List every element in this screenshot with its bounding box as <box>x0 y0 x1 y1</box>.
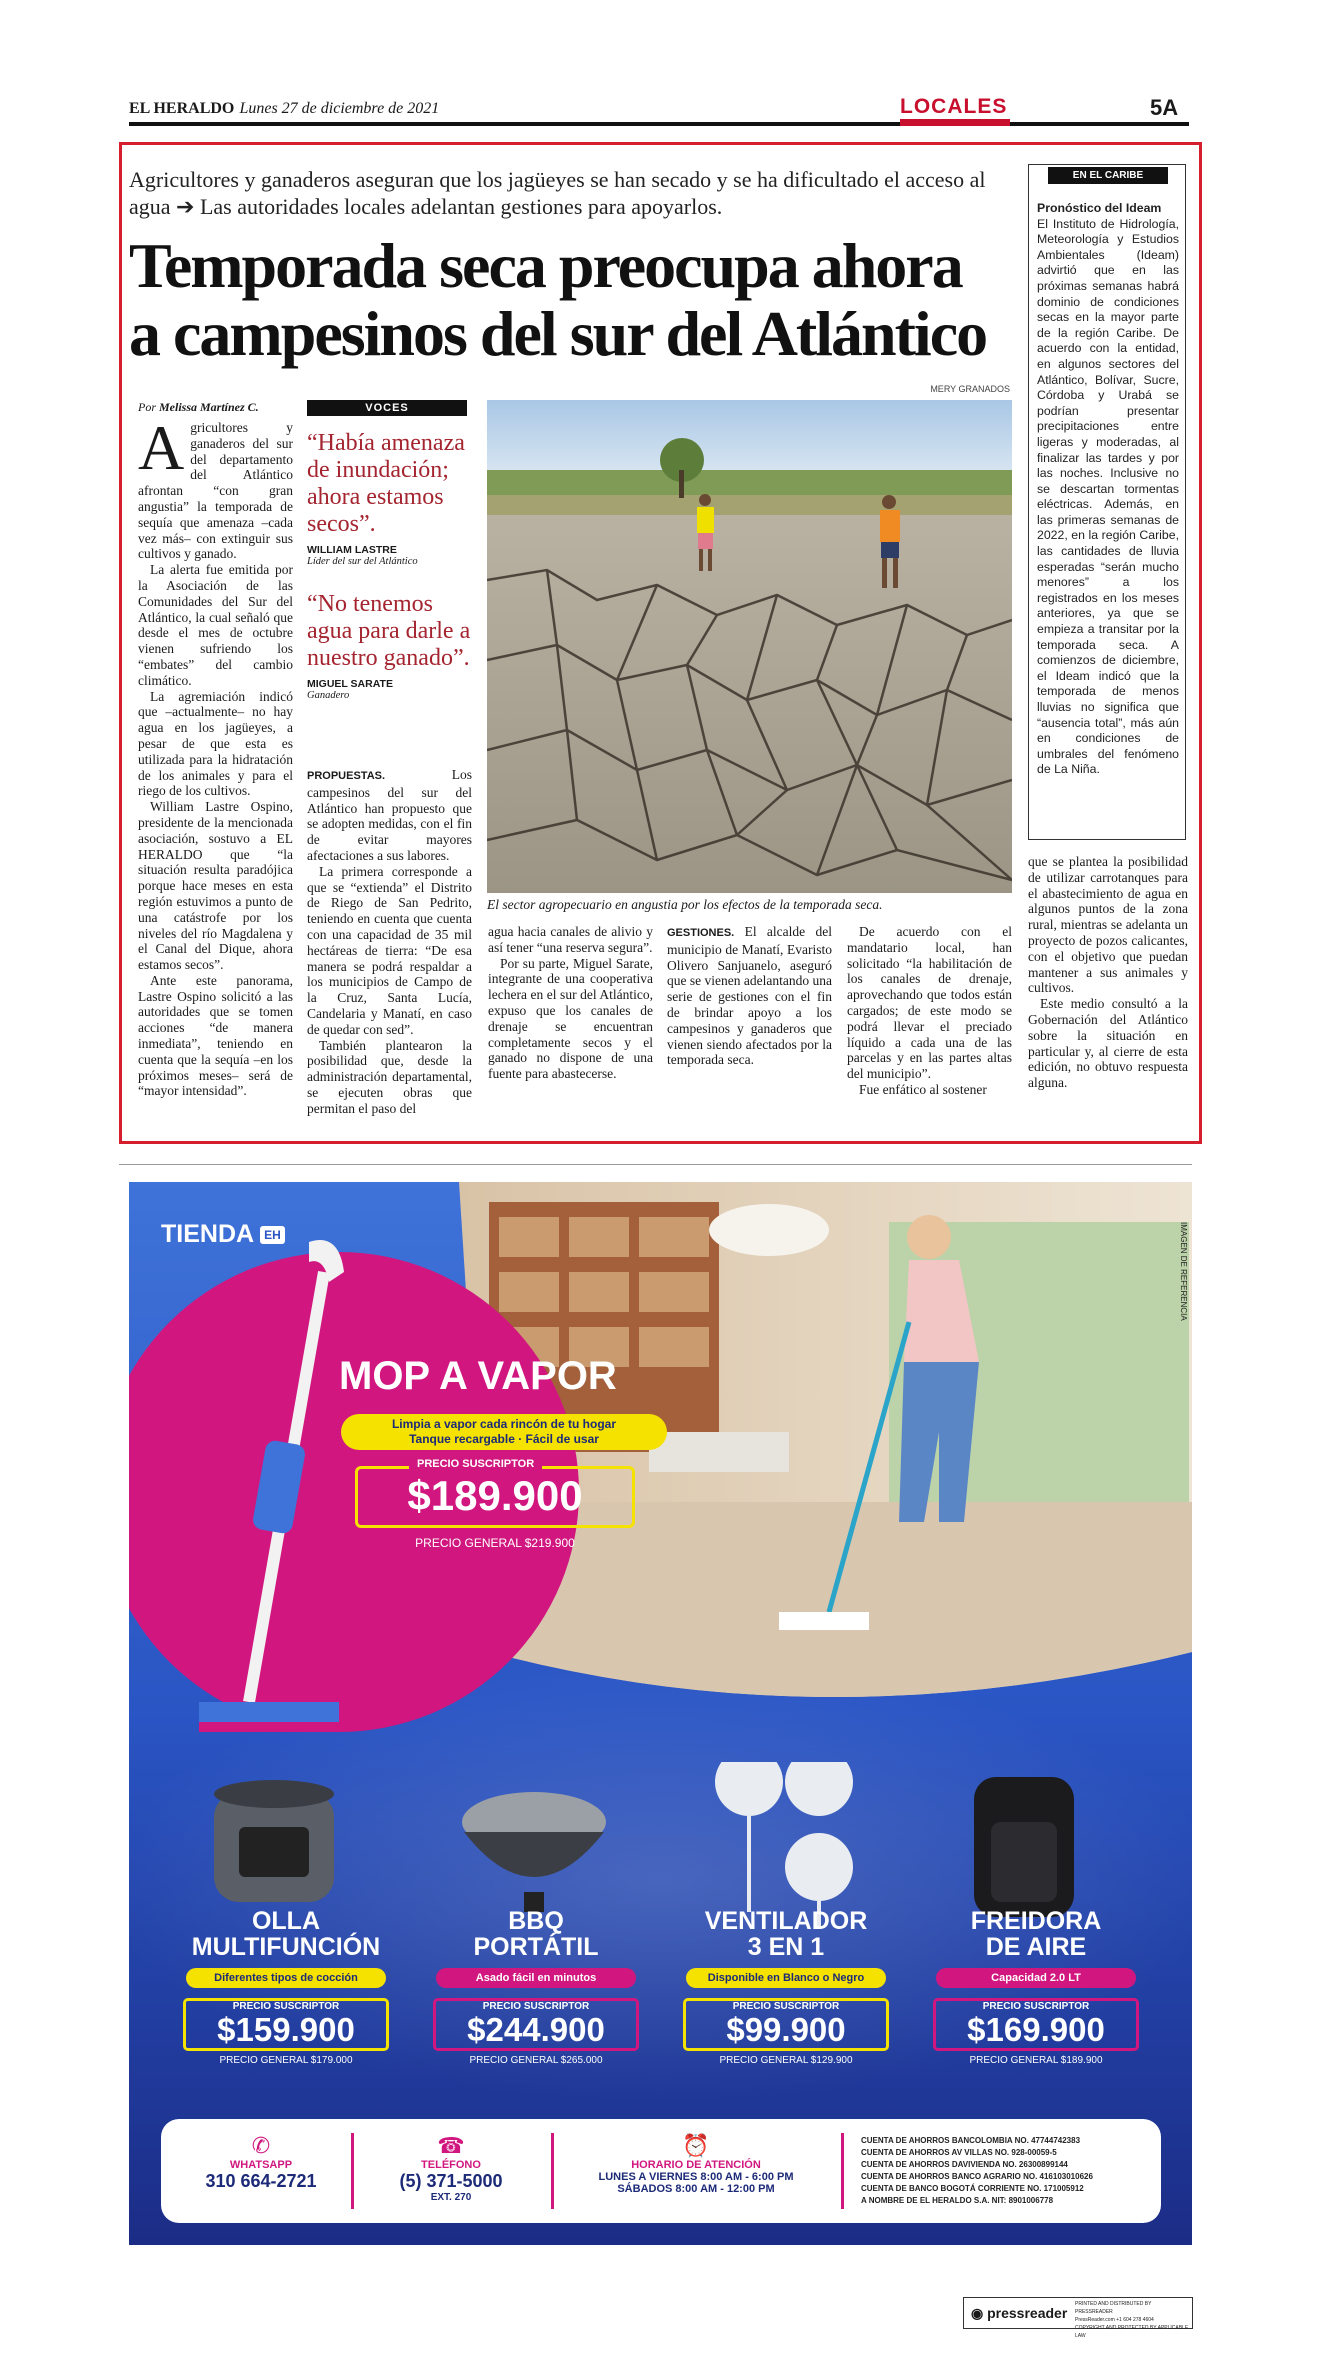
general-price: PRECIO GENERAL $265.000 <box>469 2055 603 2066</box>
hours-label: HORARIO DE ATENCIÓN <box>631 2159 761 2171</box>
pr-note: COPYRIGHT AND PROTECTED BY APPLICABLE LAW <box>1075 2325 1189 2339</box>
hours-saturday: SÁBADOS 8:00 AM - 12:00 PM <box>617 2183 775 2195</box>
contact-bar <box>161 2119 1161 2223</box>
product-name: 3 EN 1 <box>747 1933 825 1961</box>
product-card <box>661 1908 911 2066</box>
product-tag: Capacidad 2.0 LT <box>936 1968 1136 1988</box>
divider <box>551 2133 554 2209</box>
paragraph: Fue enfático al sostener <box>859 1081 987 1097</box>
whatsapp-label: WHATSAPP <box>229 2159 293 2171</box>
pressreader-notes <box>1075 2300 1190 2340</box>
quote-1-author: WILLIAM LASTRE <box>307 544 397 556</box>
bank-account: CUENTA DE AHORROS BANCOLOMBIA NO. 47744742383 <box>861 2136 1081 2145</box>
product-tag: Asado fácil en minutos <box>436 1968 636 1988</box>
store-badge-icon: EH <box>260 1226 285 1244</box>
product-price: $244.900 <box>467 2011 605 2048</box>
voices-label: VOCES <box>307 400 467 416</box>
divider <box>841 2133 844 2209</box>
headline <box>129 232 1009 368</box>
bank-accounts <box>861 2135 1151 2207</box>
sidebar-tag: EN EL CARIBE <box>1048 167 1168 184</box>
paragraph <box>667 924 832 1068</box>
sidebar-content <box>1037 201 1179 778</box>
product-name: PORTÁTIL <box>473 1933 599 1961</box>
paper-name: EL HERALDO <box>129 100 235 117</box>
bank-account: A NOMBRE DE EL HERALDO S.A. NIT: 8901006778 <box>861 2196 1054 2205</box>
drop-cap: A <box>138 412 185 483</box>
masthead <box>129 98 439 118</box>
rice-cooker-icon <box>214 1780 334 1902</box>
sidebar-body: El Instituto de Hidrología, Meteorología y Estudios Ambientales (Ideam) advirtió que en las próximas semanas habrá dominio de condiciones secas en la mayor parte de la región Caribe. De acuerdo con la entidad, en algunos sectores del Atlántico, Bolívar, Sucre, Córdoba y Urabá se podrían presentar precipitaciones entre ligeras y moderadas, al finalizar las tardes y por las noches. Inclusive no se descartan tormentas eléctricas. Además, en las primeras semanas de 2022, en la región Caribe, las cantidades de lluvia esperadas “serán mucho menores” a los registrados en los meses anteriores, ya que se empieza a transitar por la temporada seca. A comienzos de diciembre, el Ideam indicó que la temporada de menos lluvias no significa que “ausencia total”, más aún en condiciones de umbrales del fenómeno de La Niña. <box>1037 216 1179 777</box>
sidebar-title: Pronóstico del Ideam <box>1037 201 1162 215</box>
general-price: PRECIO GENERAL $129.900 <box>719 2055 853 2066</box>
paragraph: La primera corresponde a que se “extienda” el Distrito de Riego de San Pedrito, teniendo en cuenta que cuenta con una capacidad de 35 mil hectáreas de tierra: “De esa manera se podrá respaldar a los municipios de Campo de la Cruz, Santa Lucía, Candelaria y Manatí, en caso de quedar con sed”. <box>307 863 472 1037</box>
price-label: PRECIO SUSCRIPTOR <box>732 2001 840 2012</box>
paragraph-text: Los campesinos del sur del Atlántico han propuesto que se adopten medidas, con el fin de evitar mayores afectaciones a sus labores. <box>307 767 472 863</box>
product-price: $159.900 <box>217 2011 355 2048</box>
product-card <box>161 1908 411 2066</box>
divider <box>351 2133 354 2209</box>
product-card <box>911 1908 1161 2066</box>
article-column-5 <box>847 924 1012 1098</box>
product-price: $169.900 <box>967 2011 1105 2048</box>
product-grid <box>161 1908 1161 2068</box>
quote-1: “Había amenaza de inundación; ahora estamos secos”. <box>307 430 465 537</box>
quote-2: “No tenemos agua para darle a nuestro ganado”. <box>307 591 471 671</box>
ad-artwork <box>129 1182 1192 2245</box>
headline-line-1: Temporada seca preocupa ahora <box>129 230 962 301</box>
hero-feature: Tanque recargable · Fácil de usar <box>409 1432 599 1446</box>
whatsapp-icon: ✆ <box>251 2133 271 2158</box>
bank-account: CUENTA DE BANCO BOGOTÁ CORRIENTE NO. 171005912 <box>861 2184 1084 2193</box>
bank-account: CUENTA DE AHORROS AV VILLAS NO. 928-00059-5 <box>861 2148 1057 2157</box>
paragraph: que se plantea la posibilidad de utilizar carrotanques para el abastecimiento de agua en algunos puntos de la zona rural, mientras se adelanta un proyecto de pozos calicantes, con el objetivo que puedan mantener a sus animales y cultivos. <box>1028 854 1188 996</box>
article-column-3 <box>488 924 653 1082</box>
hours-block <box>571 2133 821 2195</box>
quote-2-role: Ganadero <box>307 690 350 701</box>
general-price: PRECIO GENERAL $189.900 <box>969 2055 1103 2066</box>
whatsapp-block <box>191 2133 331 2192</box>
pressreader-label: pressreader <box>987 2305 1068 2321</box>
general-price: PRECIO GENERAL $179.000 <box>219 2055 353 2066</box>
fan-icon <box>715 1762 853 1927</box>
product-name: MULTIFUNCIÓN <box>191 1933 381 1961</box>
pressreader-logo <box>971 2305 1067 2322</box>
paragraph: agua hacia canales de alivio y así tener “una reserva segura”. <box>488 924 653 955</box>
kicker-tail: Las autoridades locales adelantan gestiones para apoyarlos. <box>199 194 723 219</box>
quote-1-role: Líder del sur del Atlántico <box>307 556 418 567</box>
paragraph: Ante este panorama, Lastre Ospino solicitó a las autoridades que se tomen acciones “de manera inmediata”, teniendo en cuenta que la sequía –en los próximos meses– será de “mayor intensidad”. <box>138 972 293 1099</box>
article-column-6 <box>1028 854 1188 1091</box>
dry-field-photo <box>487 400 1012 893</box>
product-name: FREIDORA <box>970 1907 1102 1935</box>
bbq-grill-icon <box>462 1792 606 1912</box>
hero-title: MOP A VAPOR <box>339 1354 617 1398</box>
price-label: PRECIO SUSCRIPTOR <box>982 2001 1090 2012</box>
price-label: PRECIO SUSCRIPTOR <box>482 2001 590 2012</box>
pr-note: PRINTED AND DISTRIBUTED BY PRESSREADER <box>1075 2301 1152 2315</box>
section-name: LOCALES <box>900 95 1008 118</box>
reference-note: IMAGEN DE REFERENCIA <box>1179 1222 1188 1321</box>
product-tag: Diferentes tipos de cocción <box>186 1968 386 1988</box>
product-price-box <box>433 1998 639 2051</box>
paragraph-text: El alcalde del municipio de Manatí, Evaristo Olivero Sanjuanelo, aseguró que se vienen adelantando una serie de gestiones con el fin de brindar apoyo a los campesinos y ganaderos que vienen siendo afectados por la temporada seca. <box>667 924 832 1068</box>
subhead: GESTIONES. <box>667 927 735 939</box>
section-divider <box>119 1164 1192 1165</box>
product-name: VENTILADOR <box>704 1907 868 1935</box>
quote-2-author: MIGUEL SARATE <box>307 678 393 690</box>
byline-author: Melissa Martínez C. <box>159 400 259 414</box>
air-fryer-icon <box>974 1777 1074 1917</box>
product-name: BBQ <box>508 1907 564 1935</box>
advertisement <box>129 1182 1192 2245</box>
paragraph: La alerta fue emitida por la Asociación de las Comunidades del Sur del Atlántico, la cual señaló que desde el mes de octubre vienen sufriendo los “embates” del cambio climático. <box>138 562 293 688</box>
pressreader-footer <box>963 2297 1193 2339</box>
product-price-box <box>183 1998 389 2051</box>
arrow-icon: ➔ <box>176 194 195 219</box>
phone-block <box>371 2133 531 2203</box>
hero-general-price: PRECIO GENERAL $219.900 <box>415 1536 575 1550</box>
headline-line-2: a campesinos del sur del Atlántico <box>129 298 987 369</box>
product-name: OLLA <box>251 1907 321 1935</box>
article-column-4 <box>667 924 832 1068</box>
article-photo <box>487 400 1012 893</box>
store-brand <box>161 1220 285 1249</box>
hero-price-label: PRECIO SUSCRIPTOR <box>409 1458 542 1470</box>
article-column-2 <box>307 767 472 1117</box>
paragraph: La agremiación indicó que –actualmente– no hay agua en los jagüeyes, a pesar de que esta es utilizada para la hidratación de los animales y para el riego de los cultivos. <box>138 688 293 799</box>
phone-label: TELÉFONO <box>421 2159 481 2171</box>
paragraph: De acuerdo con el mandatario local, han solicitado “la habilitación de los canales de drenaje, aprovechando que todos están cargados; de este modo se podrá llevar el preciado líquido a cada una de las parcelas y en las partes altas del municipio”. <box>847 924 1012 1082</box>
kicker-text: Agricultores y ganaderos aseguran que los jagüeyes se han secado y se ha dificultado el acceso al agua <box>129 167 986 219</box>
paragraph: William Lastre Ospino, presidente de la mencionada asociación, sostuvo a EL HERALDO que “la situación resulta paradójica porque hace meses en esta región estuvimos a punto de una catástrofe por los niveles del río Magdalena y el Canal del Dique, ahora estamos secos”. <box>138 799 293 973</box>
byline-prefix: Por <box>138 400 156 414</box>
product-price-box <box>683 1998 889 2051</box>
phone-icon: ☎ <box>437 2133 465 2158</box>
hours-weekdays: LUNES A VIERNES 8:00 AM - 6:00 PM <box>598 2171 794 2183</box>
store-name: TIENDA <box>161 1220 254 1248</box>
hero-feature: Limpia a vapor cada rincón de tu hogar <box>391 1417 617 1431</box>
paragraph-text: gricultores y ganaderos del sur del departamento del Atlántico afrontan “con gran angustia” la temporada de sequía que amenaza –cada vez más– con extinguir sus cultivos y ganado. <box>138 420 293 562</box>
section-rule <box>900 119 1010 126</box>
bank-account: CUENTA DE AHORROS DAVIVIENDA NO. 26300899144 <box>861 2160 1068 2169</box>
hero-price: $189.900 <box>407 1472 583 1519</box>
product-price: $99.900 <box>726 2011 846 2048</box>
hero-features <box>341 1414 667 1450</box>
product-name: DE AIRE <box>985 1933 1087 1961</box>
issue-date: Lunes 27 de diciembre de 2021 <box>239 100 440 117</box>
paragraph <box>307 767 472 864</box>
article-column-1 <box>138 412 293 1099</box>
whatsapp-number[interactable]: 310 664-2721 <box>205 2171 317 2191</box>
page-number: 5A <box>1150 95 1179 120</box>
photo-caption: El sector agropecuario en angustia por los efectos de la temporada seca. <box>487 897 883 912</box>
voices-quotes <box>307 430 477 701</box>
article-kicker <box>129 166 1009 220</box>
subhead: PROPUESTAS. <box>307 770 386 782</box>
photo-credit: MERY GRANADOS <box>930 384 1010 394</box>
product-price-box <box>933 1998 1139 2051</box>
pressreader-icon: ◉ <box>971 2305 984 2321</box>
bank-account: CUENTA DE AHORROS BANCO AGRARIO NO. 416103010626 <box>861 2172 1093 2181</box>
paragraph: También plantearon la posibilidad que, desde la administración departamental, se ejecuten obras que permitan el paso del <box>307 1037 472 1116</box>
paragraph: Este medio consultó a la Gobernación del Atlántico sobre la situación en particular y, al cierre de esta edición, no obtuvo respuesta alguna. <box>1028 996 1188 1091</box>
phone-extension: EXT. 270 <box>430 2192 472 2203</box>
clock-icon: ⏰ <box>682 2133 710 2158</box>
pr-note: PressReader.com +1 604 278 4604 <box>1075 2317 1154 2323</box>
product-card <box>411 1908 661 2066</box>
phone-number[interactable]: (5) 371-5000 <box>399 2171 503 2191</box>
paragraph: Por su parte, Miguel Sarate, integrante de una cooperativa lechera en el sur del Atlántico, expuso que los canales de drenaje se encuentran completamente secos y el ganado no dispone de una fuente para abastecerse. <box>488 955 653 1082</box>
product-tag: Disponible en Blanco o Negro <box>686 1968 886 1988</box>
header-rule <box>129 122 1189 126</box>
price-label: PRECIO SUSCRIPTOR <box>232 2001 340 2012</box>
paragraph <box>138 412 293 562</box>
